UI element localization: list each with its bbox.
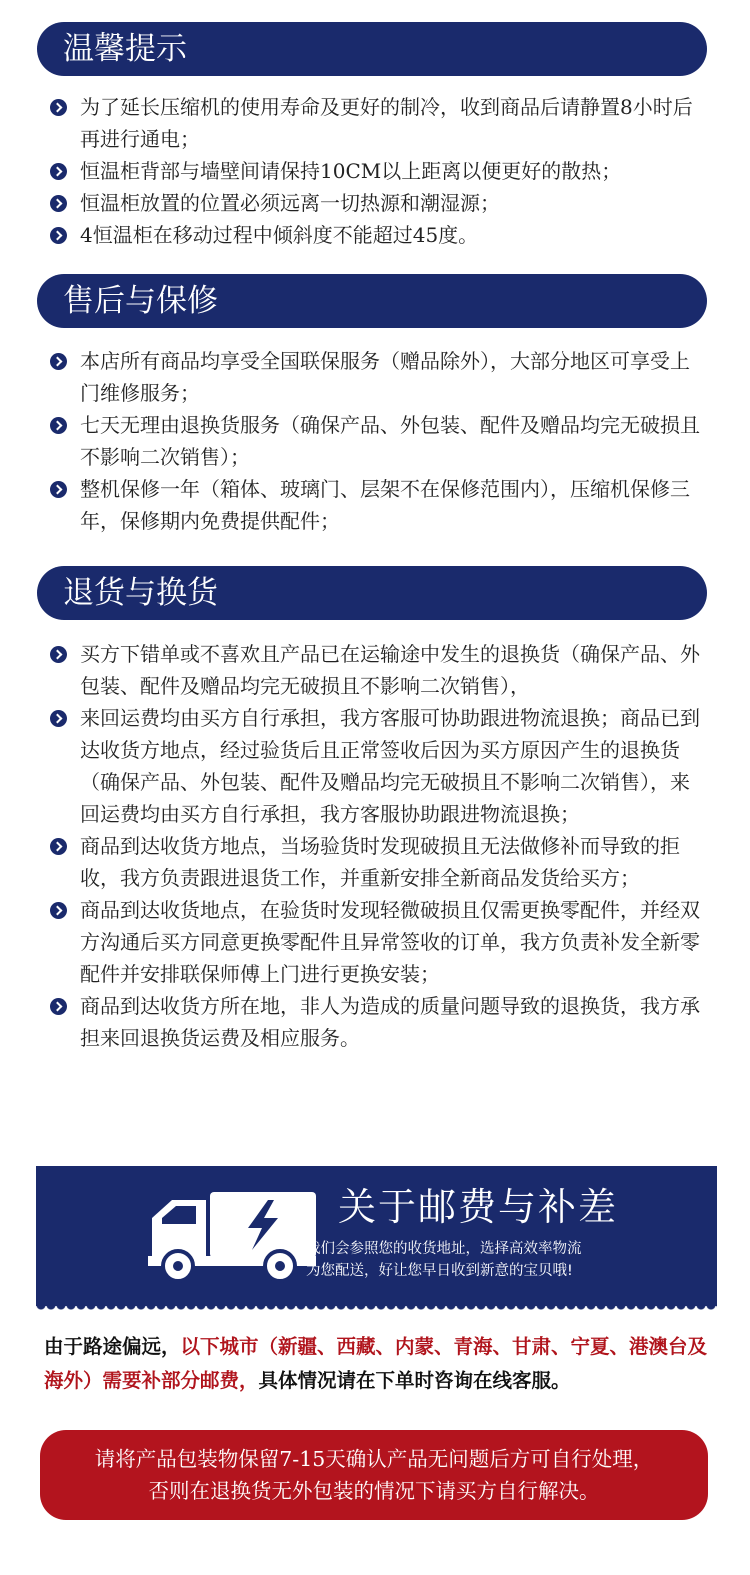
- packaging-notice: [40, 1430, 708, 1520]
- shipping-banner: [36, 1166, 717, 1306]
- tips-list: [50, 91, 700, 251]
- list-item: 为了延长压缩机的使用寿命及更好的制冷，收到商品后请静置8小时后再进行通电；: [50, 91, 700, 155]
- list-item: 商品到达收货地点，在验货时发现轻微破损且仅需更换零配件，并经双方沟通后买方同意更换零配件且异常签收的订单，我方负责补发全新零配件并安排联保师傅上门进行更换安装；: [50, 894, 700, 990]
- section-title-returns: 退货与换货: [37, 566, 707, 620]
- banner-subtitle: 为您配送，好让您早日收到新意的宝贝哦!: [306, 1263, 573, 1279]
- packaging-notice-line: 请将产品包装物保留7-15天确认产品无问题后方可自行处理，: [94, 1447, 654, 1471]
- chevron-right-icon: [50, 227, 67, 244]
- banner-title: 关于邮费与补差: [338, 1185, 619, 1229]
- remote-area-notice: [44, 1330, 714, 1398]
- chevron-right-icon: [50, 710, 67, 727]
- notice-prefix: 由于路途偏远，: [44, 1335, 181, 1358]
- chevron-right-icon: [50, 353, 67, 370]
- list-item: 七天无理由退换货服务（确保产品、外包装、配件及赠品均完无破损且不影响二次销售）；: [50, 409, 700, 473]
- chevron-right-icon: [50, 481, 67, 498]
- list-item: 恒温柜背部与墙壁间请保持10CM以上距离以便更好的散热；: [50, 155, 700, 187]
- chevron-right-icon: [50, 998, 67, 1015]
- section-title-tips: 温馨提示: [37, 22, 707, 76]
- list-item: 来回运费均由买方自行承担，我方客服可协助跟进物流退换；商品已到达收货方地点，经过验货后且正常签收后因为买方原因产生的退换货（确保产品、外包装、配件及赠品均完无破损且不影响二次销售），来回运费均由买方自行承担，我方客服协助跟进物流退换；: [50, 702, 700, 830]
- chevron-right-icon: [50, 417, 67, 434]
- list-item: 商品到达收货方所在地，非人为造成的质量问题导致的退换货，我方承担来回退换货运费及相应服务。: [50, 990, 700, 1054]
- delivery-truck-icon: [148, 1188, 318, 1283]
- list-item: 整机保修一年（箱体、玻璃门、层架不在保修范围内），压缩机保修三年，保修期内免费提供配件；: [50, 473, 700, 537]
- returns-list: [50, 638, 700, 1054]
- list-item: 恒温柜放置的位置必须远离一切热源和潮湿源；: [50, 187, 700, 219]
- warranty-list: [50, 345, 700, 537]
- scallop-edge: [36, 1305, 717, 1314]
- chevron-right-icon: [50, 838, 67, 855]
- notice-suffix: 具体情况请在下单时咨询在线客服。: [258, 1369, 571, 1392]
- chevron-right-icon: [50, 902, 67, 919]
- packaging-notice-line: 否则在退换货无外包装的情况下请买方自行解决。: [148, 1479, 600, 1503]
- section-title-warranty: 售后与保修: [37, 274, 707, 328]
- chevron-right-icon: [50, 99, 67, 116]
- banner-subtitle: 我们会参照您的收货地址，选择高效率物流: [306, 1241, 582, 1257]
- list-item: 商品到达收货方地点，当场验货时发现破损且无法做修补而导致的拒收，我方负责跟进退货工作，并重新安排全新商品发货给买方；: [50, 830, 700, 894]
- chevron-right-icon: [50, 163, 67, 180]
- chevron-right-icon: [50, 195, 67, 212]
- notice-highlight: 以下城市（新疆、西藏、内蒙、青海、甘肃、宁夏、港澳台及海外）需要补部分邮费，: [44, 1335, 708, 1392]
- list-item: 4恒温柜在移动过程中倾斜度不能超过45度。: [50, 219, 700, 251]
- chevron-right-icon: [50, 646, 67, 663]
- list-item: 本店所有商品均享受全国联保服务（赠品除外），大部分地区可享受上门维修服务；: [50, 345, 700, 409]
- list-item: 买方下错单或不喜欢且产品已在运输途中发生的退换货（确保产品、外包装、配件及赠品均完无破损且不影响二次销售），: [50, 638, 700, 702]
